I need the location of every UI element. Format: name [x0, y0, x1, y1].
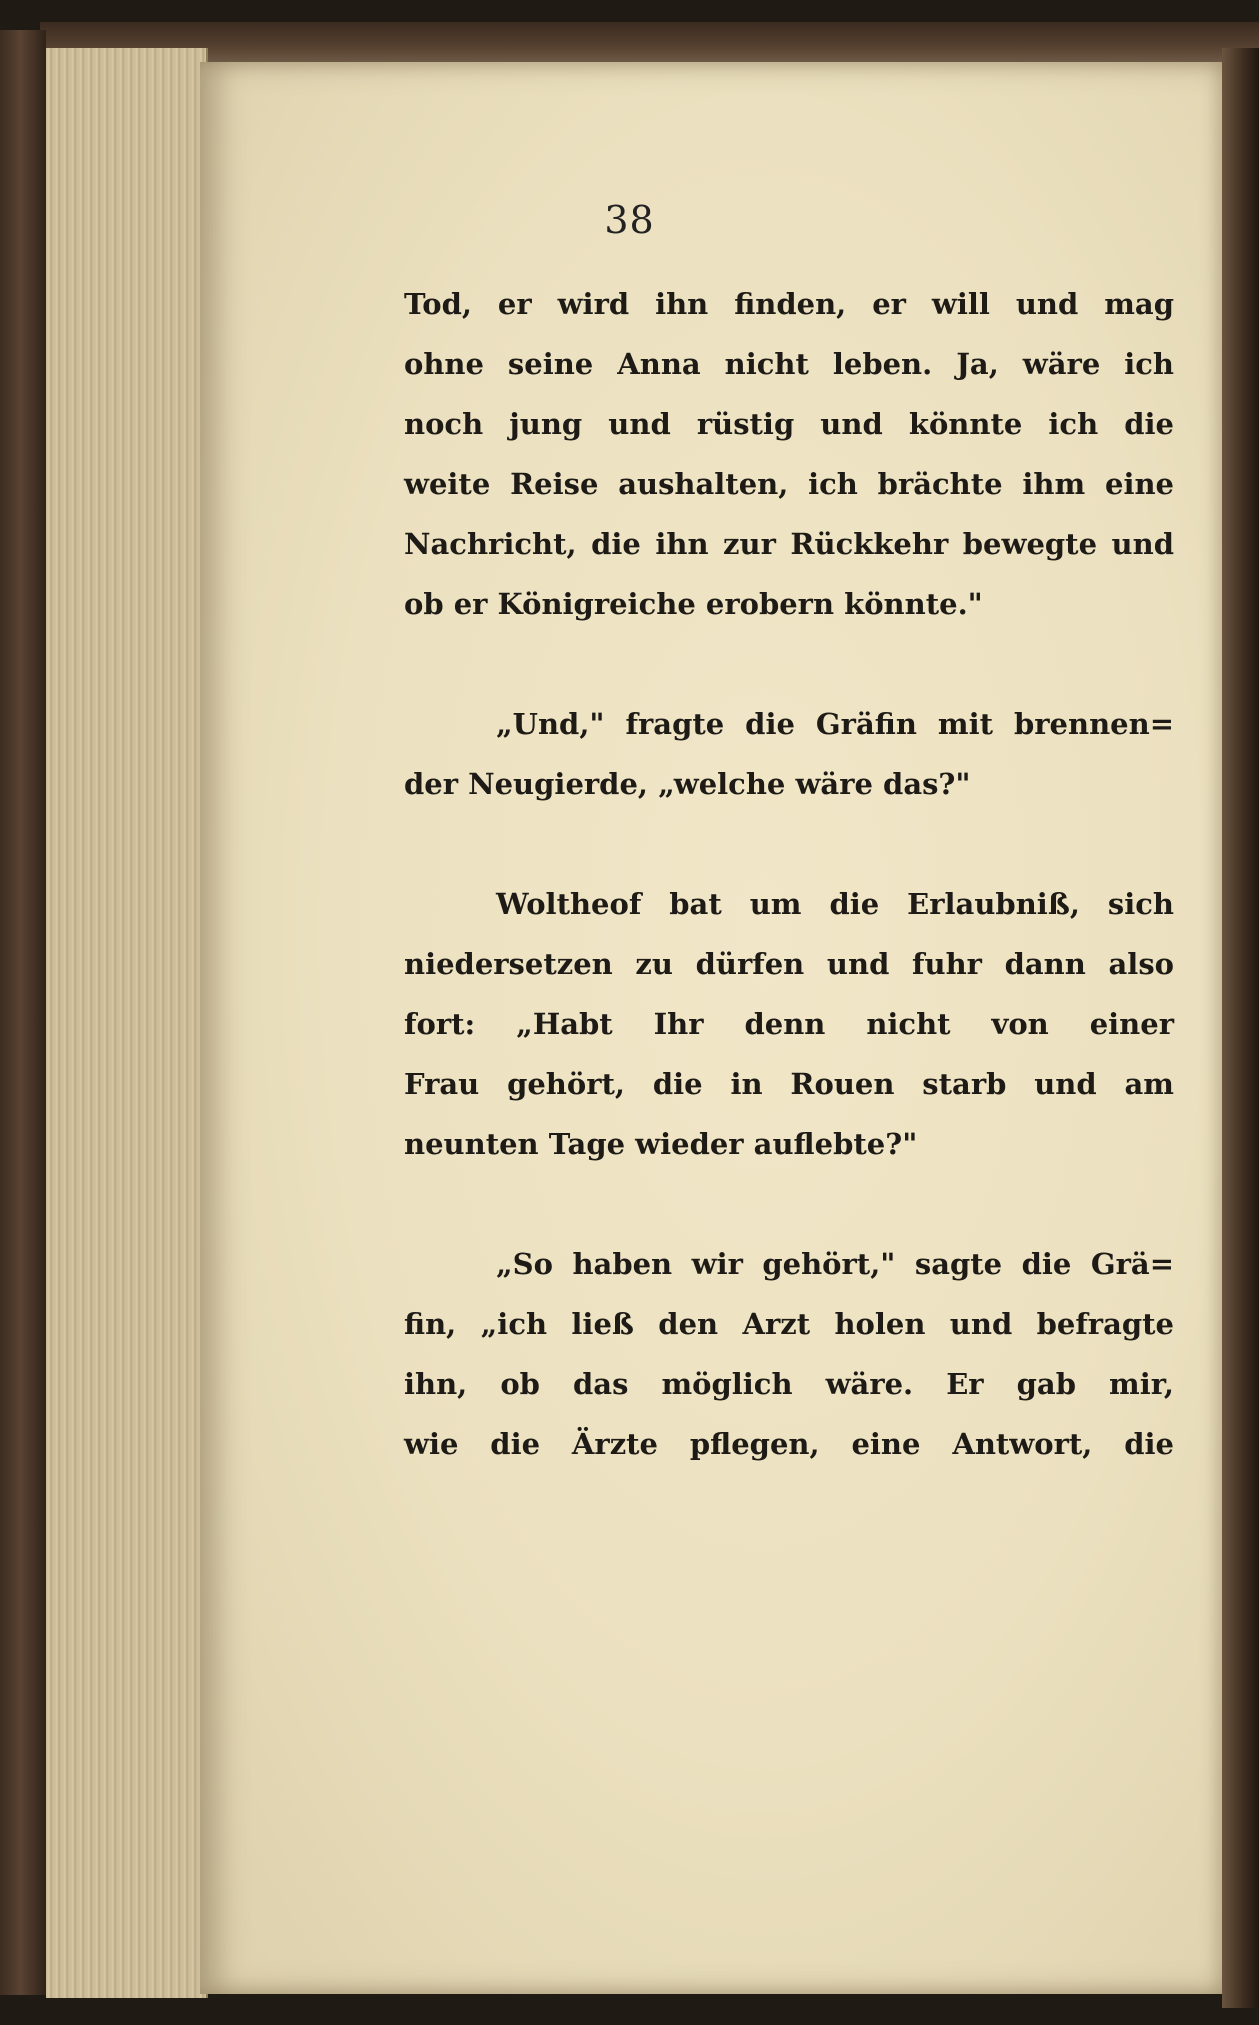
text-line: der Neugierde, „welche wäre das?"	[404, 767, 971, 801]
text-line: ihn, ob das möglich wäre. Er gab mir,	[404, 1367, 1174, 1401]
text-line: noch jung und rüstig und könnte ich die	[404, 407, 1174, 441]
text-line: Frau gehört, die in Rouen starb und am	[404, 1067, 1174, 1101]
text-line: Tod, er wird ihn finden, er will und mag	[404, 287, 1174, 321]
book-spine	[0, 30, 46, 1995]
text-line: ob er Königreiche erobern könnte."	[404, 587, 983, 621]
book-cover-right-edge	[1222, 48, 1259, 2008]
text-line: Woltheof bat um die Erlaubniß, sich	[496, 887, 1174, 921]
text-line: „So haben wir gehört," sagte die Grä=	[496, 1247, 1174, 1281]
book-cover-top-edge	[40, 22, 1259, 62]
text-line: wie die Ärzte pflegen, eine Antwort, die	[404, 1427, 1174, 1461]
page-number: 38	[604, 198, 655, 242]
text-line: weite Reise aushalten, ich brächte ihm eine	[404, 467, 1174, 501]
text-line: fort: „Habt Ihr denn nicht von einer	[404, 1007, 1174, 1041]
text-line: neunten Tage wieder auflebte?"	[404, 1127, 918, 1161]
text-line: ohne seine Anna nicht leben. Ja, wäre ich	[404, 347, 1174, 381]
page-stack-edges	[46, 48, 208, 1998]
text-line: Nachricht, die ihn zur Rückkehr bewegte und	[404, 527, 1174, 561]
text-line: „Und," fragte die Gräfin mit brennen=	[496, 707, 1174, 741]
text-line: niedersetzen zu dürfen und fuhr dann also	[404, 947, 1174, 981]
text-line: fin, „ich ließ den Arzt holen und befragte	[404, 1307, 1174, 1341]
